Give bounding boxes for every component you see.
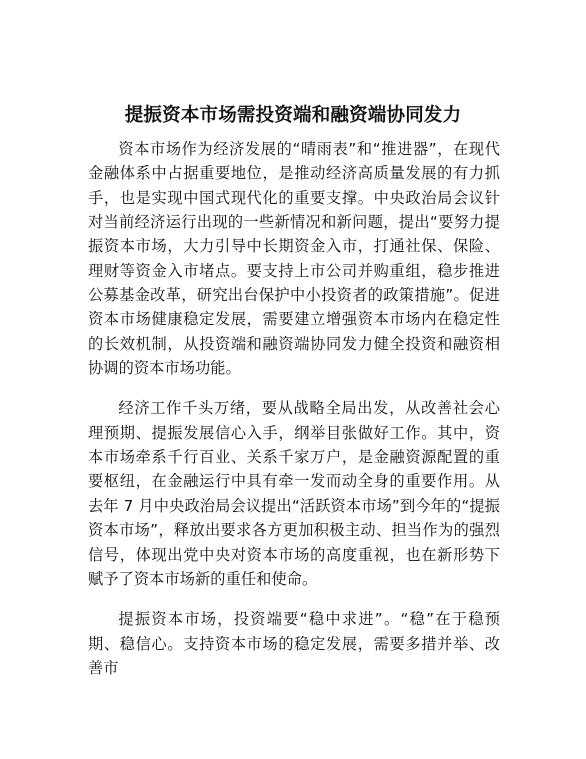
paragraph-3: 提振资本市场，投资端要“稳中求进”。“稳”在于稳预期、稳信心。支持资本市场的稳定发展，需要多措并举、改善市 — [88, 610, 500, 677]
paragraph-2: 经济工作千头万绪，要从战略全局出发，从改善社会心理预期、提振发展信心入手，纲举目张做好工作。其中，资本市场牵系千行百业、关系千家万户，是金融资源配置的重要枢纽，在金融运行中具有牵一发而动全身的重要作用。从去年 7 月中央政治局会议提出“活跃资本市场”到今年的“提振资本市场”，释放出要求各方更加积极主动、担当作为的强烈信号，体现出党中央对资本市场的高度重视，也在新形势下赋予了资本市场新的重任和使命。 — [88, 399, 500, 588]
document-body — [88, 137, 500, 680]
paragraph-1: 资本市场作为经济发展的“晴雨表”和“推进器”，在现代金融体系中占据重要地位，是推动经济高质量发展的有力抓手，也是实现中国式现代化的重要支撑。中央政治局会议针对当前经济运行出现的一些新情况和新问题，提出“要努力提振资本市场，大力引导中长期资金入市，打通社保、保险、理财等资金入市堵点。要支持上市公司并购重组，稳步推进公募基金改革，研究出台保护中小投资者的政策措施”。促进资本市场健康稳定发展，需要建立增强资本市场内在稳定性的长效机制，从投资端和融资端协同发力健全投资和融资相协调的资本市场功能。 — [88, 140, 500, 378]
document-title: 提振资本市场需投资端和融资端协同发力 — [124, 105, 462, 126]
